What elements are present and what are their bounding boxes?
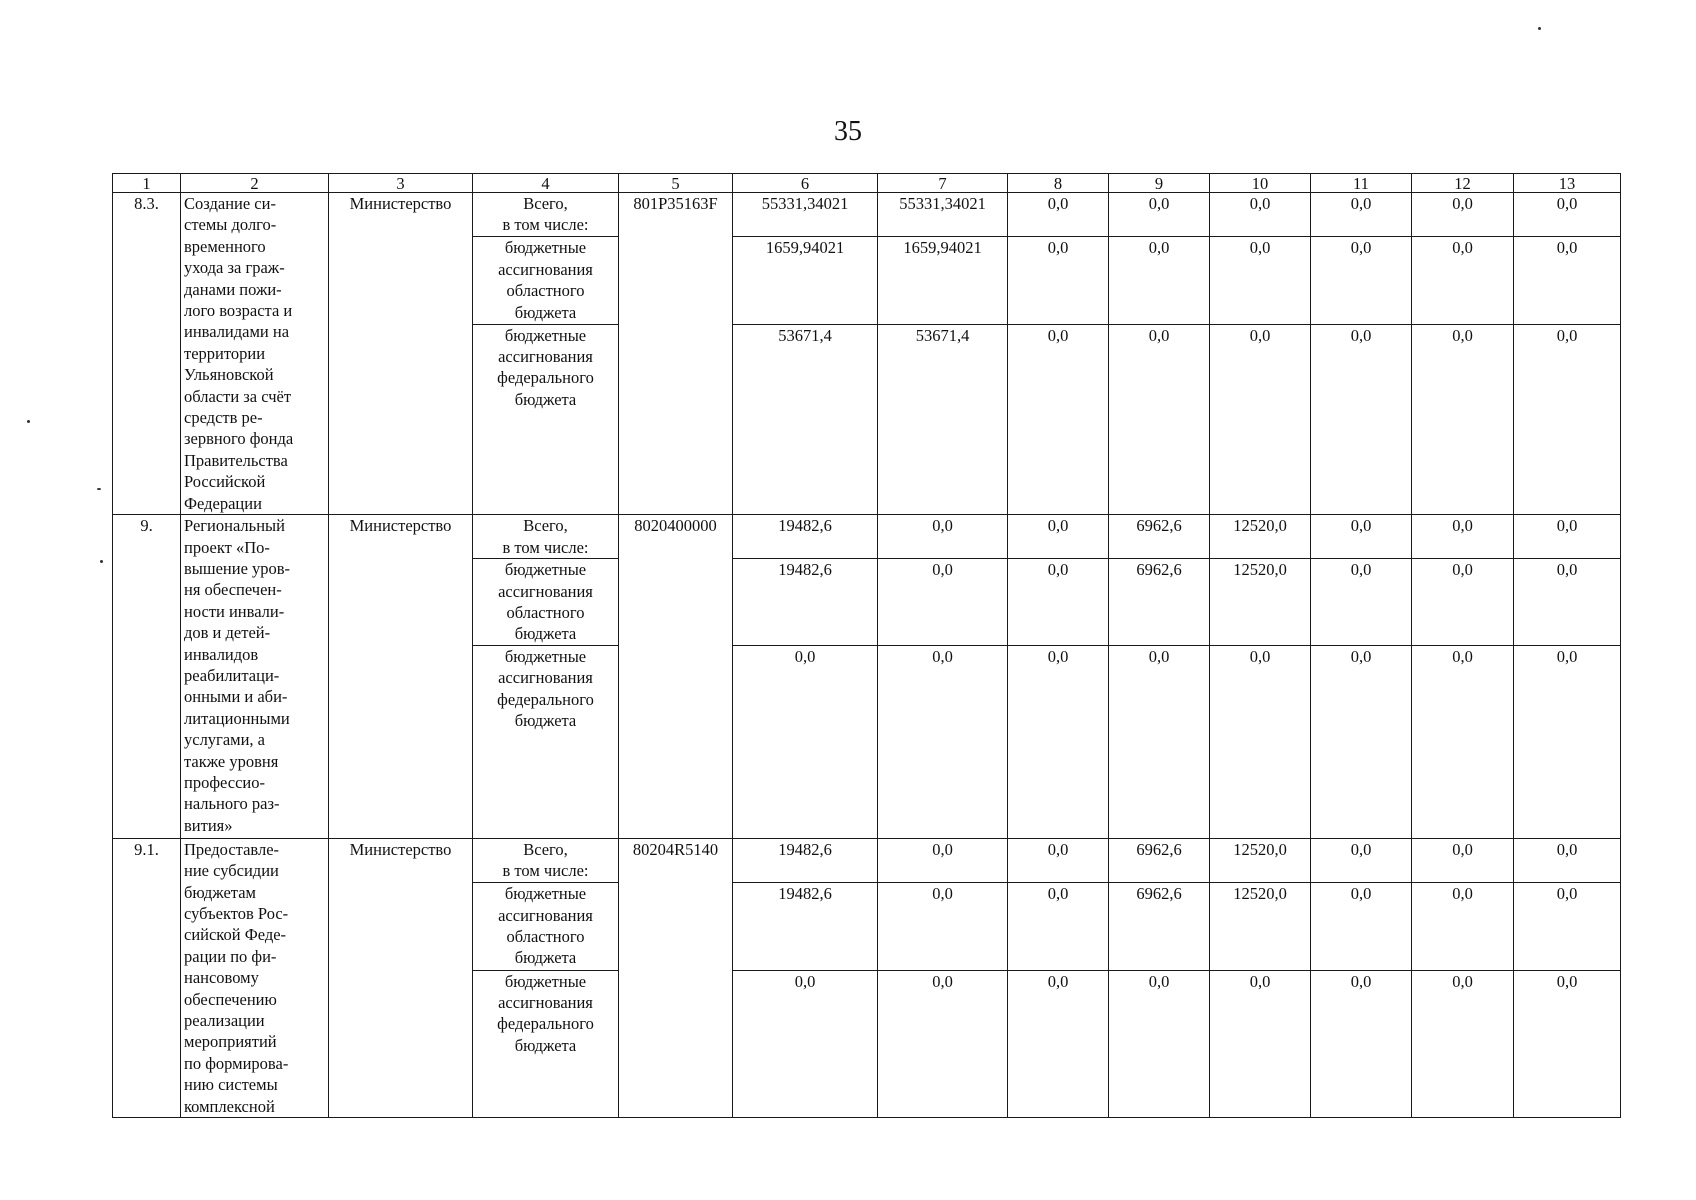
funding-source-line: бюджетные (504, 646, 587, 666)
funding-source-line: бюджетные (504, 238, 587, 258)
amount-cell: 6962,6 (1109, 515, 1210, 559)
executor: Министерство (329, 838, 473, 1117)
activity-name-line: онными и аби- (184, 687, 288, 707)
activity-name-line: обеспечению (184, 989, 277, 1009)
amount-cell: 0,0 (1311, 883, 1412, 970)
funding-source-line: областного (506, 926, 585, 946)
amount-cell: 0,0 (1311, 838, 1412, 882)
amount-cell: 19482,6 (733, 838, 878, 882)
funding-source-line: федерального (497, 368, 594, 388)
funding-source-line: бюджета (514, 624, 577, 644)
amount-cell: 6962,6 (1109, 838, 1210, 882)
funding-source-line: бюджета (514, 1035, 577, 1055)
column-number: 10 (1210, 174, 1311, 193)
activity-name-line: вития» (184, 815, 233, 835)
amount-cell: 0,0 (1008, 324, 1109, 514)
amount-cell: 0,0 (1008, 970, 1109, 1117)
activity-name-line: субъектов Рос- (184, 903, 289, 923)
amount-cell: 0,0 (878, 970, 1008, 1117)
amount-cell: 0,0 (1412, 324, 1514, 514)
activity-name-line: области за счёт (184, 386, 292, 406)
amount-cell: 55331,34021 (733, 193, 878, 237)
column-number: 11 (1311, 174, 1412, 193)
funding-source-line: бюджетные (504, 325, 587, 345)
activity-name-line: временного (184, 236, 266, 256)
amount-cell: 0,0 (1210, 970, 1311, 1117)
activity-name-line: дов и детей- (184, 623, 271, 643)
amount-cell: 0,0 (1109, 970, 1210, 1117)
amount-cell: 0,0 (878, 559, 1008, 646)
funding-source-line: бюджетные (504, 971, 587, 991)
activity-name-line: Создание си- (184, 194, 276, 213)
activity-name-line: Ульяновской (184, 365, 274, 385)
activity-name-line: инвалидами на (184, 322, 290, 342)
funding-source (473, 645, 619, 838)
amount-cell: 0,0 (1412, 970, 1514, 1117)
funding-source-line: бюджета (514, 948, 577, 968)
amount-cell: 19482,6 (733, 515, 878, 559)
activity-name-line: профессио- (184, 772, 265, 792)
amount-cell: 0,0 (1008, 645, 1109, 838)
amount-cell: 0,0 (1311, 645, 1412, 838)
activity-name-line: рации по фи- (184, 946, 277, 966)
amount-cell: 6962,6 (1109, 559, 1210, 646)
column-number: 3 (329, 174, 473, 193)
activity-name-line: лого возраста и (184, 301, 293, 321)
amount-cell: 0,0 (1311, 970, 1412, 1117)
amount-cell: 0,0 (1514, 237, 1621, 324)
activity-name-line: проект «По- (184, 537, 270, 557)
amount-cell: 1659,94021 (733, 237, 878, 324)
funding-source (473, 559, 619, 646)
amount-cell: 0,0 (1514, 838, 1621, 882)
column-number: 8 (1008, 174, 1109, 193)
amount-cell: 0,0 (1514, 324, 1621, 514)
amount-cell: 53671,4 (733, 324, 878, 514)
funding-source-line: в том числе: (502, 537, 589, 557)
scan-speck (1538, 27, 1541, 30)
table-row (113, 515, 1621, 559)
activity-name-line: средств ре- (184, 408, 263, 428)
amount-cell: 0,0 (1412, 193, 1514, 237)
amount-cell: 0,0 (878, 838, 1008, 882)
funding-source (473, 515, 619, 559)
funding-source-line: бюджета (514, 389, 577, 409)
activity-name-line: реабилитаци- (184, 665, 280, 685)
amount-cell: 0,0 (1109, 237, 1210, 324)
funding-source (473, 237, 619, 324)
funding-source-line: ассигнования (498, 347, 593, 367)
funding-source-line: федерального (497, 689, 594, 709)
funding-source-line: областного (506, 602, 585, 622)
amount-cell: 0,0 (1109, 645, 1210, 838)
column-number: 1 (113, 174, 181, 193)
amount-cell: 0,0 (1514, 970, 1621, 1117)
amount-cell: 0,0 (733, 970, 878, 1117)
column-number: 5 (619, 174, 733, 193)
activity-name-line: по формирова- (184, 1053, 289, 1073)
activity-name-line: инвалидов (184, 644, 259, 664)
row-number: 9. (113, 515, 181, 839)
funding-source-line: ассигнования (498, 668, 593, 688)
amount-cell: 1659,94021 (878, 237, 1008, 324)
funding-source-line: ассигнования (498, 259, 593, 279)
amount-cell: 12520,0 (1210, 838, 1311, 882)
activity-name-line: услугами, а (184, 730, 265, 750)
amount-cell: 0,0 (1311, 193, 1412, 237)
funding-source-line: федерального (497, 1014, 594, 1034)
activity-name-line: литационными (184, 708, 290, 728)
activity-name-line: комплексной (184, 1096, 275, 1116)
budget-code: 8020400000 (619, 515, 733, 839)
amount-cell: 0,0 (1008, 838, 1109, 882)
amount-cell: 19482,6 (733, 559, 878, 646)
amount-cell: 0,0 (1311, 237, 1412, 324)
amount-cell: 0,0 (1412, 645, 1514, 838)
amount-cell: 0,0 (733, 645, 878, 838)
activity-name-line: сийской Феде- (184, 925, 287, 945)
funding-source-line: бюджета (514, 710, 577, 730)
column-number: 13 (1514, 174, 1621, 193)
activity-name-line: территории (184, 343, 266, 363)
funding-source-line: областного (506, 281, 585, 301)
amount-cell: 0,0 (1311, 324, 1412, 514)
funding-source-line: в том числе: (502, 861, 589, 881)
funding-source (473, 838, 619, 882)
activity-name-line: ня обеспечен- (184, 580, 282, 600)
activity-name-line: данами пожи- (184, 279, 282, 299)
amount-cell: 0,0 (1514, 883, 1621, 970)
amount-cell: 53671,4 (878, 324, 1008, 514)
activity-name-line: Федерации (184, 493, 262, 513)
activity-name-line: ности инвали- (184, 601, 285, 621)
activity-name-line: Российской (184, 472, 266, 492)
scan-speck (97, 488, 101, 490)
scan-speck (100, 560, 103, 563)
amount-cell: 0,0 (1311, 515, 1412, 559)
column-number: 4 (473, 174, 619, 193)
funding-source-line: в том числе: (502, 215, 589, 235)
funding-source-line: Всего, (523, 839, 568, 859)
budget-table (112, 173, 1621, 1118)
amount-cell: 12520,0 (1210, 515, 1311, 559)
activity-name-line: реализации (184, 1010, 265, 1030)
amount-cell: 0,0 (1514, 193, 1621, 237)
column-number: 2 (181, 174, 329, 193)
activity-name-line: вышение уров- (184, 558, 291, 578)
activity-name-line: нального раз- (184, 794, 280, 814)
amount-cell: 0,0 (1412, 838, 1514, 882)
scan-speck (27, 420, 30, 423)
amount-cell: 0,0 (1514, 515, 1621, 559)
activity-name-line: зервного фонда (184, 429, 294, 449)
amount-cell: 0,0 (878, 645, 1008, 838)
activity-name-line: бюджетам (184, 882, 256, 902)
activity-name (181, 515, 329, 839)
activity-name-line: Региональный (184, 516, 285, 536)
amount-cell: 0,0 (1210, 193, 1311, 237)
funding-source (473, 193, 619, 237)
funding-source-line: бюджетные (504, 560, 587, 580)
activity-name-line: нию системы (184, 1075, 278, 1095)
amount-cell: 0,0 (1210, 645, 1311, 838)
page-number: 35 (834, 116, 862, 147)
row-number: 8.3. (113, 193, 181, 515)
amount-cell: 0,0 (1514, 645, 1621, 838)
activity-name-line: также уровня (184, 751, 279, 771)
activity-name (181, 193, 329, 515)
activity-name-line: ухода за граж- (184, 258, 285, 278)
amount-cell: 0,0 (1008, 515, 1109, 559)
activity-name-line: ние субсидии (184, 861, 279, 881)
column-number-row (113, 174, 1621, 193)
amount-cell: 0,0 (1514, 559, 1621, 646)
amount-cell: 0,0 (1008, 559, 1109, 646)
amount-cell: 0,0 (1008, 883, 1109, 970)
funding-source-line: ассигнования (498, 581, 593, 601)
amount-cell: 0,0 (878, 883, 1008, 970)
column-number: 12 (1412, 174, 1514, 193)
funding-source-line: Всего, (523, 194, 568, 213)
funding-source-line: бюджетные (504, 884, 587, 904)
amount-cell: 0,0 (878, 515, 1008, 559)
activity-name-line: стемы долго- (184, 215, 277, 235)
amount-cell: 0,0 (1109, 324, 1210, 514)
amount-cell: 0,0 (1311, 559, 1412, 646)
amount-cell: 12520,0 (1210, 559, 1311, 646)
amount-cell: 0,0 (1008, 237, 1109, 324)
table-row (113, 193, 1621, 237)
funding-source-line: Всего, (523, 516, 568, 536)
funding-source-line: ассигнования (498, 905, 593, 925)
executor: Министерство (329, 193, 473, 515)
amount-cell: 0,0 (1412, 559, 1514, 646)
funding-source (473, 970, 619, 1117)
amount-cell: 19482,6 (733, 883, 878, 970)
row-number: 9.1. (113, 838, 181, 1117)
activity-name (181, 838, 329, 1117)
amount-cell: 0,0 (1210, 324, 1311, 514)
amount-cell: 0,0 (1412, 237, 1514, 324)
activity-name-line: нансовому (184, 968, 259, 988)
activity-name-line: Предоставле- (184, 839, 280, 859)
column-number: 6 (733, 174, 878, 193)
amount-cell: 55331,34021 (878, 193, 1008, 237)
amount-cell: 0,0 (1109, 193, 1210, 237)
executor: Министерство (329, 515, 473, 839)
funding-source (473, 324, 619, 514)
funding-source-line: бюджета (514, 302, 577, 322)
amount-cell: 0,0 (1210, 237, 1311, 324)
funding-source (473, 883, 619, 970)
activity-name-line: Правительства (184, 450, 288, 470)
budget-code: 801P35163F (619, 193, 733, 515)
amount-cell: 0,0 (1412, 883, 1514, 970)
funding-source-line: ассигнования (498, 993, 593, 1012)
amount-cell: 6962,6 (1109, 883, 1210, 970)
column-number: 7 (878, 174, 1008, 193)
budget-code: 80204R5140 (619, 838, 733, 1117)
amount-cell: 0,0 (1008, 193, 1109, 237)
column-number: 9 (1109, 174, 1210, 193)
table-row (113, 838, 1621, 882)
amount-cell: 0,0 (1412, 515, 1514, 559)
amount-cell: 12520,0 (1210, 883, 1311, 970)
activity-name-line: мероприятий (184, 1032, 277, 1052)
